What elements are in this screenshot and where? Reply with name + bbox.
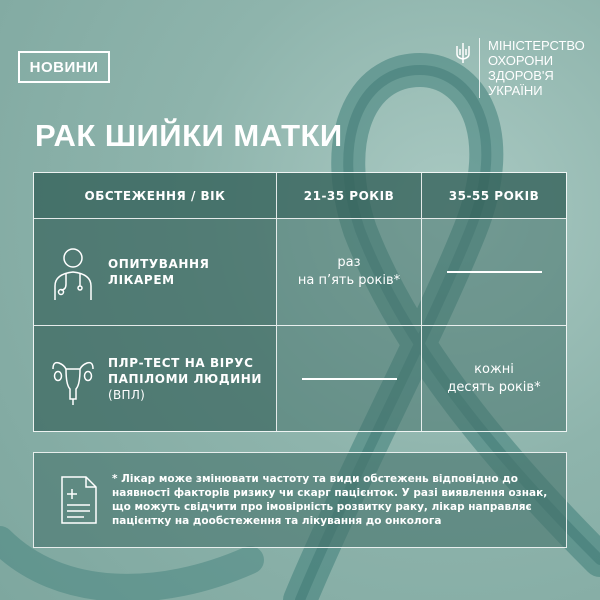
frequency-line: кожні [474, 361, 514, 377]
row-hpv-test-text [108, 355, 262, 403]
cell-hpv-test-35-55 [422, 326, 566, 431]
row-doctor-survey-text [108, 256, 209, 288]
row-hpv-test-label [34, 326, 277, 431]
row-label-line: ЛІКАРЕМ [108, 273, 175, 287]
row-label-line: ОПИТУВАННЯ [108, 257, 210, 271]
header-age-35-55: 35-55 РОКІВ [422, 173, 566, 219]
frequency-line: раз [337, 255, 361, 270]
row-label-line: ПЛР-ТЕСТ НА ВІРУС [108, 355, 254, 370]
cell-doctor-survey-21-35 [277, 219, 422, 326]
footnote-box [33, 452, 567, 548]
not-applicable-dash [302, 378, 397, 380]
frequency-line: на п’ять років* [297, 273, 401, 288]
header-age-21-35: 21-35 РОКІВ [277, 173, 422, 219]
frequency-value [447, 361, 540, 397]
footnote-text: * Лікар може змінювати частоту та види обстежень відповідно до наявності факторів ризику чи скарг пацієнток. У разі виявлення ознак, що можуть свідчити про імовірність розвитку раку, лікар направляє пацієнтку на дообстеження та лікування до онколога [112, 473, 548, 527]
medical-document-icon [60, 475, 98, 525]
ministry-name-line: УКРАЇНИ [488, 83, 543, 98]
ministry-logo [455, 38, 583, 98]
ministry-name-line: МІНІСТЕРСТВО [488, 38, 585, 53]
row-doctor-survey-label [34, 219, 277, 326]
ministry-name-line: ЗДОРОВ'Я [488, 68, 554, 83]
trident-icon [455, 42, 471, 64]
ministry-name-line: ОХОРОНИ [488, 53, 554, 68]
header-screening-age: ОБСТЕЖЕННЯ / ВІК [34, 173, 277, 219]
not-applicable-dash [447, 271, 542, 273]
frequency-value [298, 254, 400, 290]
ministry-name [479, 38, 583, 98]
doctor-icon [50, 242, 96, 302]
frequency-line: десять років* [447, 379, 541, 395]
screening-table [33, 172, 567, 432]
row-label-line: (ВПЛ) [108, 387, 146, 402]
cell-doctor-survey-35-55 [422, 219, 566, 326]
uterus-icon [50, 349, 96, 409]
news-badge[interactable]: НОВИНИ [18, 51, 110, 83]
page-title: РАК ШИЙКИ МАТКИ [35, 118, 343, 153]
cell-hpv-test-21-35 [277, 326, 422, 431]
row-label-line: ПАПІЛОМИ ЛЮДИНИ [108, 371, 263, 386]
